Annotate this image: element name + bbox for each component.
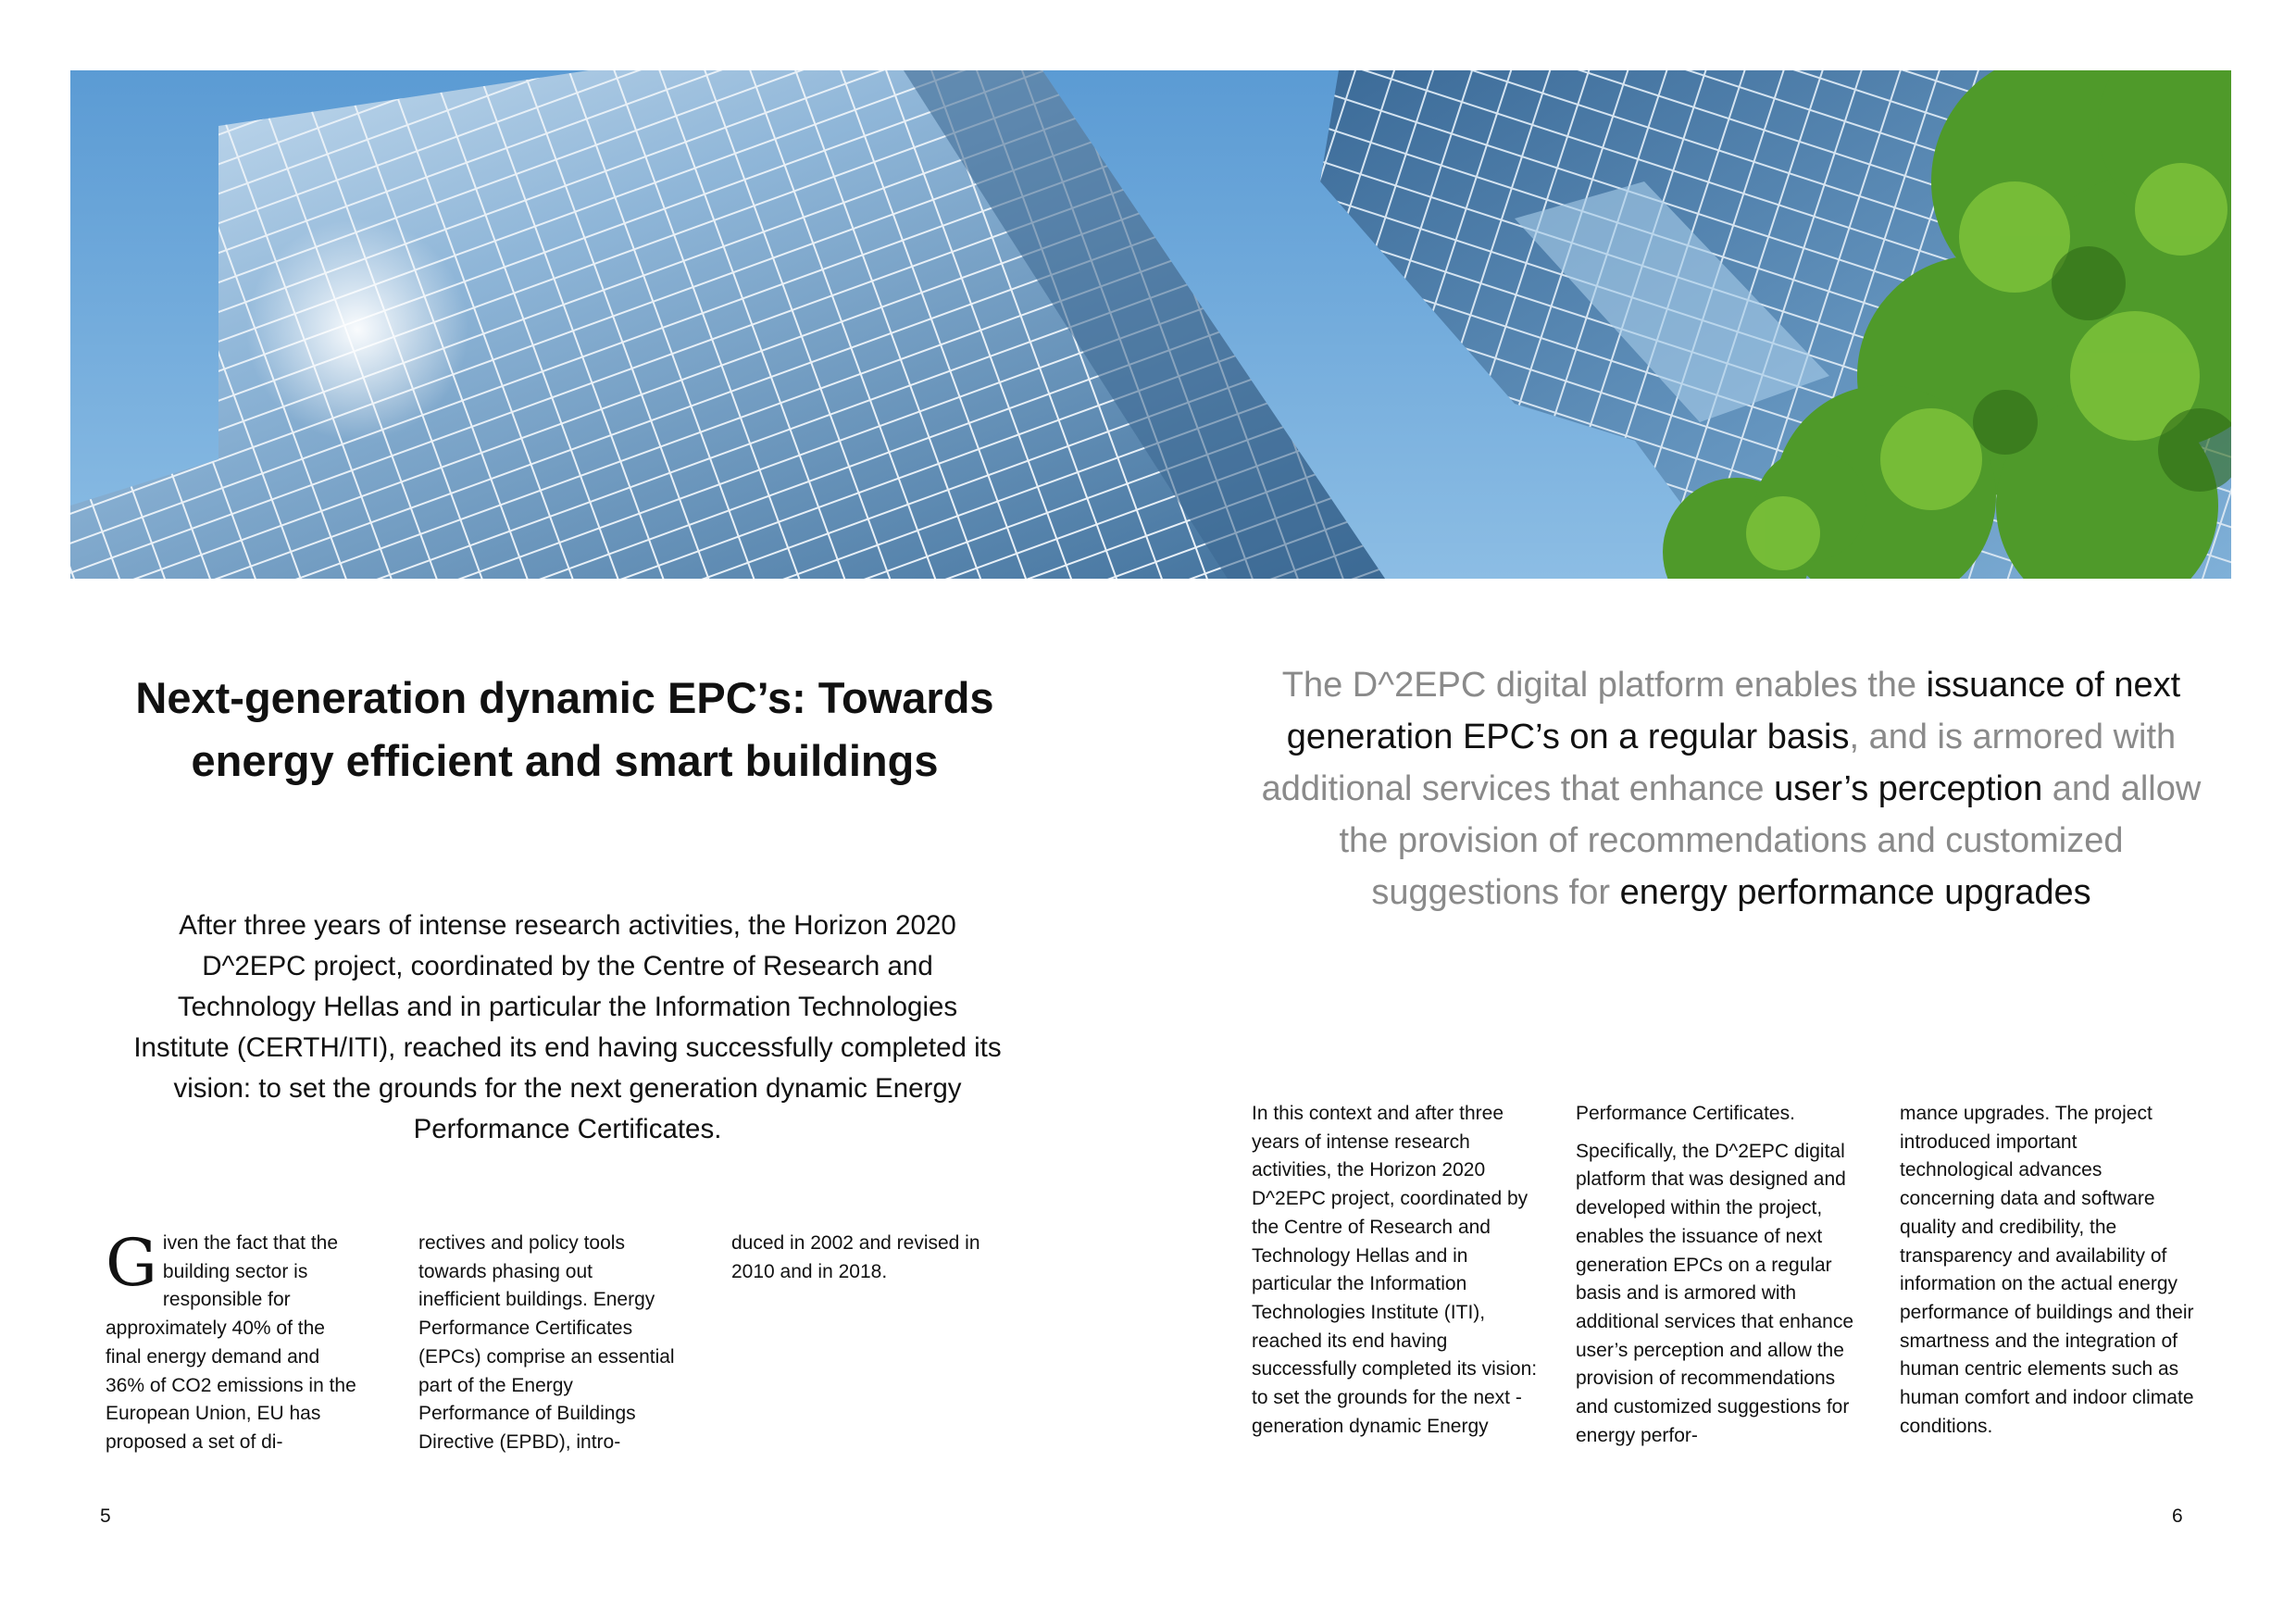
right-column-2-para-1: Performance Certificates. [1576, 1103, 1795, 1124]
intro-paragraph: After three years of intense research activities, the Horizon 2020 D^2EPC project, coordinated by the Centre of Research and Technology Hellas and in particular the Information Technologies Institute (CERTH/ITI), reached its end having successfully completed its vision: to set the grounds for the next generation dynamic Energy Performance Certificates. [133, 910, 1002, 1144]
left-column-1-text: iven the fact that the building sector is responsible for approximately 40% of the final energy demand and 36% of CO2 emissions in the European Union, EU has proposed a set of di- [106, 1232, 356, 1453]
left-column-2: rectives and policy tools towards phasing out inefficient buildings. Energy Performance Certificates (EPCs) comprise an essential part of the Energy Performance of Buildings Directive (EPBD), intro- [418, 1232, 675, 1453]
right-column-3: mance upgrades. The project introduced important technological advances concerning data and software quality and credibility, the transparency and availability of information on the actual energy performance of buildings and their smartness and the integration of human centric elements such as human comfort and indoor climate conditions. [1900, 1103, 2194, 1437]
right-column-2-para-2: Specifically, the D^2EPC digital platform that was designed and developed within the project, enables the issuance of next generation EPCs on a regular basis and is armored with additional services that enhance user’s perception and allow the provision of recommendations and customized suggestions for energy perfor- [1576, 1140, 1854, 1446]
quote-part-3: and allow the provision of recommendations and customized suggestions for [1339, 769, 2202, 912]
quote-part-1: The D^2EPC digital platform enables the [1281, 666, 1927, 705]
page-number-right: 6 [2172, 1505, 2183, 1527]
left-column-1 [106, 1225, 357, 1457]
page-number-left: 5 [100, 1505, 111, 1527]
skyscrapers-photo-icon [70, 70, 2231, 579]
article-title: Next-generation dynamic EPC’s: Towards energy efficient and smart buildings [135, 673, 994, 785]
right-column-2 [1576, 1100, 1868, 1459]
quote-part-2: , and is armored with additional services that enhance [1261, 718, 2177, 808]
left-column-3: duced in 2002 and revised in 2010 and in 2018. [731, 1232, 980, 1282]
quote-highlight-2: user’s perception [1774, 769, 2043, 808]
hero-image [70, 70, 2231, 579]
right-column-1: In this context and after three years of intense research activities, the Horizon 2020 D^2EPC project, coordinated by the Centre of Research and Technology Hellas and in particular the Information Technologies Institute (ITI), reached its end having successfully completed its vision: to set the grounds for the next -generation dynamic Energy [1252, 1103, 1538, 1437]
drop-cap: G [106, 1225, 157, 1301]
pull-quote [1250, 659, 2213, 918]
quote-highlight-3: energy performance upgrades [1619, 873, 2091, 912]
quote-highlight-1: issuance of next generation EPC’s on a regular basis [1286, 666, 2181, 756]
